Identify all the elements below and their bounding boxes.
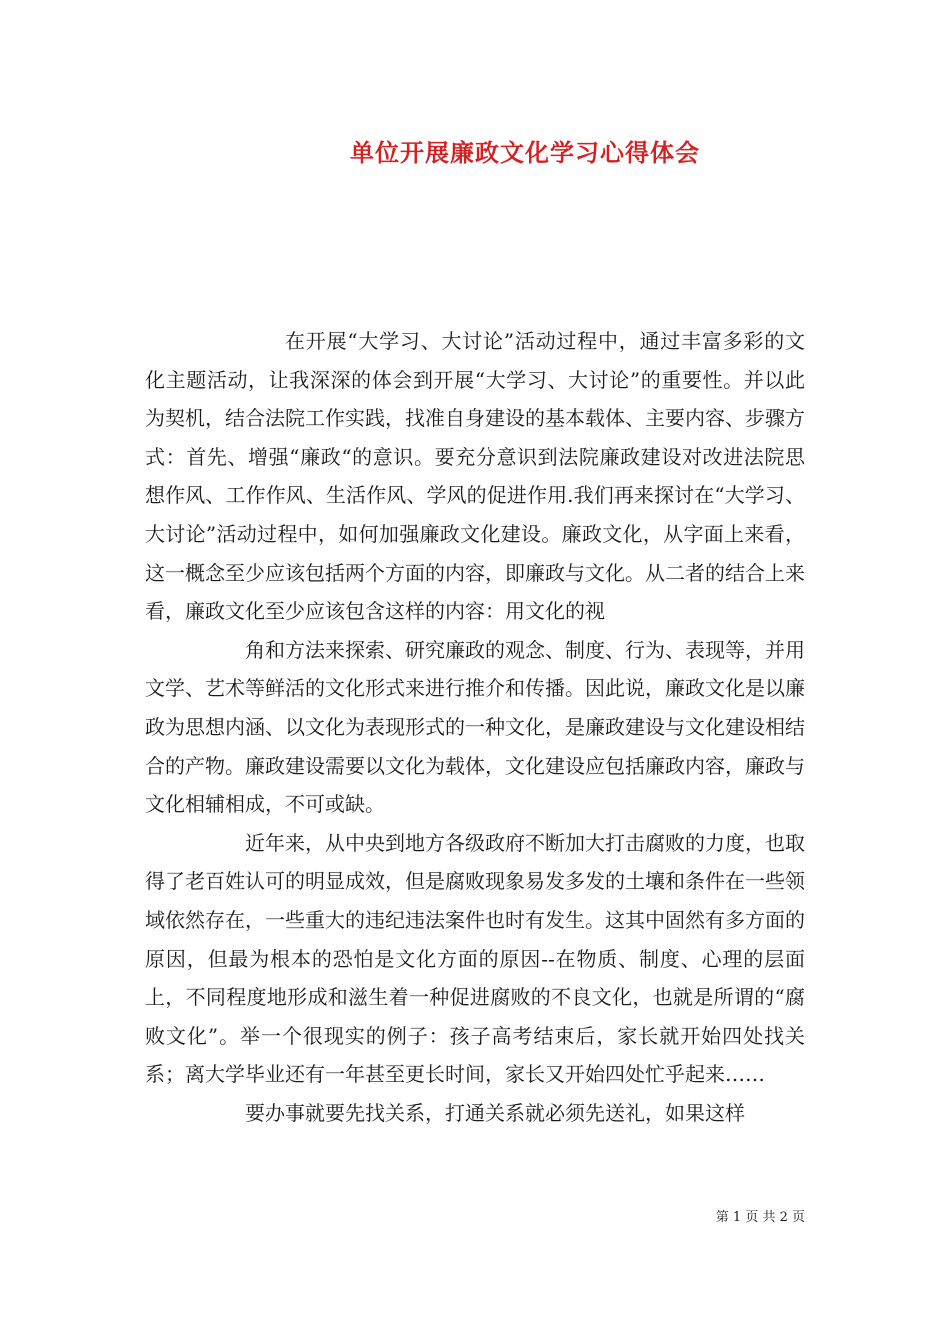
paragraph: 要办事就要先找关系，打通关系就必须先送礼，如果这样 — [245, 1100, 745, 1125]
document-title: 单位开展廉政文化学习心得体会 — [350, 138, 700, 167]
paragraph: 在开展“大学习、大讨论”活动过程中，通过丰富多彩的文化主题活动，让我深深的体会到开展“大学习、大讨论”的重要性。并以此为契机，结合法院工作实践，找准自身建设的基本载体、主要内容、步骤方式：首先、增强“廉政“的意识。要充分意识到法院廉政建设对改进法院思想作风、工作作风、生活作风、学风的促进作用.我们再来探讨在“大学习、大讨论”活动过程中，如何加强廉政文化建设。廉政文化，从字面上来看，这一概念至少应该包括两个方面的内容，即廉政与文化。从二者的结合上来看，廉政文化至少应该包含这样的内容：用文化的视 — [145, 329, 805, 624]
paragraph: 近年来，从中央到地方各级政府不断加大打击腐败的力度，也取得了老百姓认可的明显成效，但是腐败现象易发多发的土壤和条件在一些领域依然存在，一些重大的违纪违法案件也时有发生。这其中固然有多方面的原因，但最为根本的恐怕是文化方面的原因--在物质、制度、心理的层面上，不同程度地形成和滋生着一种促进腐败的不良文化，也就是所谓的“腐败文化”。举一个很现实的例子：孩子高考结束后，家长就开始四处找关系；离大学毕业还有一年甚至更长时间，家长又开始四处忙乎起来…… — [145, 830, 805, 1087]
page-number-footer: 第 1 页 共 2 页 — [715, 1210, 805, 1225]
paragraph: 角和方法来探索、研究廉政的观念、制度、行为、表现等，并用文学、艺术等鲜活的文化形式来进行推介和传播。因此说，廉政文化是以廉政为思想内涵、以文化为表现形式的一种文化，是廉政建设与文化建设相结合的产物。廉政建设需要以文化为载体，文化建设应包括廉政内容，廉政与文化相辅相成，不可或缺。 — [145, 637, 805, 817]
document-body — [145, 322, 805, 1132]
